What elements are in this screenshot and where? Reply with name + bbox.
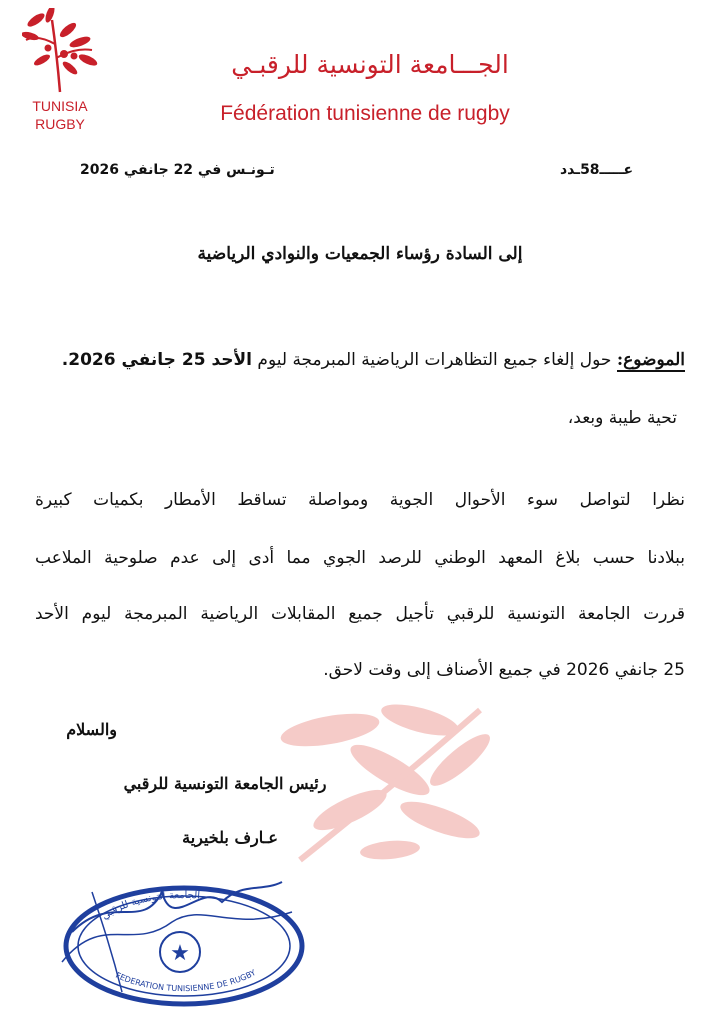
federation-logo	[18, 8, 102, 132]
subject-text: حول إلغاء جميع التظاهرات الرياضية المبرمجة ليوم	[252, 350, 617, 370]
official-stamp	[52, 872, 312, 1012]
body-line: ببلادنا حسب بلاغ المعهد الوطني للرصد الجوي مما أدى إلى عدم صلوحية الملاعب	[35, 548, 685, 568]
greeting: تحية طيبة وبعد،	[567, 408, 677, 428]
logo-text-line2: RUGBY	[35, 116, 85, 132]
letter-date: تـونـس في 22 جانفي 2026	[80, 162, 275, 178]
subject-label: الموضوع:	[616, 350, 685, 370]
recipient-line: إلى السادة رؤساء الجمعيات والنوادي الرياضية	[197, 244, 523, 264]
subject-date: الأحد 25 جانفي 2026.	[61, 350, 253, 370]
org-name-french: Fédération tunisienne de rugby	[220, 102, 510, 125]
olive-branch-icon	[22, 8, 98, 94]
signatory-name: عـارف بلخيرية	[182, 828, 278, 847]
stamp-star-icon: ★	[170, 941, 190, 966]
body-line: نظرا لتواصل سوء الأحوال الجوية ومواصلة تساقط الأمطار بكميات كبيرة	[35, 490, 685, 510]
stamp-text-french: FEDERATION TUNISIENNE DE RUGBY	[114, 968, 258, 994]
stamp-text-arabic: الجامعة التونسية للرقبي	[99, 889, 201, 923]
reference-number: عـــــ58ـدد	[560, 162, 634, 178]
org-name-arabic: الجـــامعة التونسية للرقبـي	[231, 50, 509, 79]
subject-line	[35, 350, 685, 370]
body-line: 25 جانفي 2026 في جميع الأصناف إلى وقت لاحق.	[323, 660, 685, 680]
signatory-title: رئيس الجامعة التونسية للرقبي	[123, 774, 327, 793]
logo-text-line1: TUNISIA	[32, 98, 88, 114]
closing-salutation: والسلام	[66, 720, 117, 739]
body-line: قررت الجامعة التونسية للرقبي تأجيل جميع المقابلات الرياضية المبرمجة ليوم الأحد	[35, 604, 685, 624]
